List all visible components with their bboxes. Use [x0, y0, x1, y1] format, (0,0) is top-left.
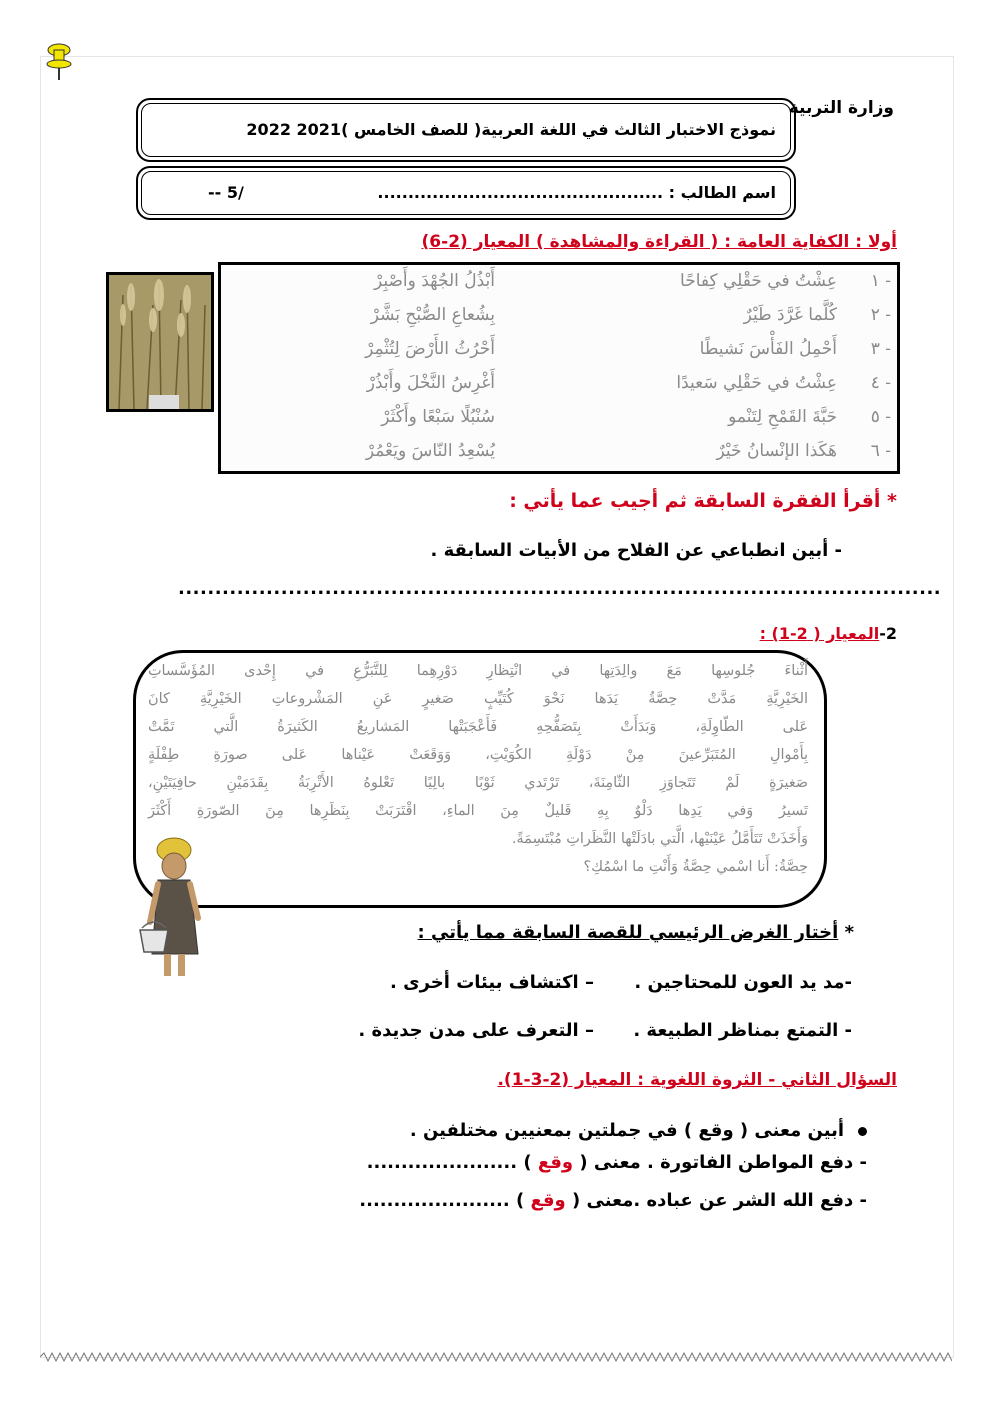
sentence-1: - دفع المواطن الفاتورة . معنى ( — [573, 1152, 867, 1173]
section1-title: أولا : الكفاية العامة : ( القراءة والمشاهدة ) المعيار (2-6) — [421, 232, 897, 252]
wheat-image — [106, 272, 214, 412]
verse-second-half: أَبْذُلُ الجُهْدَ وأَصْبِرْ — [373, 271, 495, 291]
meaning-line-2 — [359, 1190, 867, 1211]
verse-number: ٦ - — [870, 441, 891, 461]
story-line: حِصَّةُ: أَنا اسْمي حِصَّةُ وَأَنْتِ ما اسْمُكِ؟ — [583, 859, 808, 875]
girl-with-bucket-illustration — [128, 836, 210, 982]
verse-first-half: هَكَذا الإنْسانُ خَيْرٌ — [716, 441, 837, 461]
instruction-text: أختار الغرض الرئيسي للقصة السابقة مما يأتي : — [417, 922, 839, 943]
verse-first-half: عِشْتُ في حَقْلِي كِفاحًا — [680, 271, 837, 291]
verse-number: ٢ - — [870, 305, 891, 325]
option-2[interactable]: – اكتشاف بيئات أخرى . — [389, 972, 594, 993]
story-box — [133, 650, 827, 908]
section2-title: المعيار ( 2-1) : — [759, 624, 880, 643]
pushpin-icon — [44, 40, 74, 82]
answer-line[interactable]: ........................................................................................................ — [178, 578, 942, 599]
poem-line — [221, 335, 897, 369]
verse-number: ١ - — [870, 271, 891, 291]
section2-instruction — [418, 922, 854, 943]
exam-title: نموذج الاختبار الثالث في اللغة العربية( للصف الخامس )2021 2022 — [246, 120, 776, 139]
sentence-2: - دفع الله الشر عن عباده .معنى ( — [565, 1190, 867, 1211]
bullet-text: أبين معنى ( وقع ) في جملتين بمعنيين مختلفين . — [409, 1120, 844, 1141]
verse-second-half: بِشُعاعِ الصُّبْحِ بَشَّرْ — [370, 305, 495, 325]
meaning-line-1 — [367, 1152, 867, 1173]
story-line: الخَيْرِيَّةِ مَدَّتْ حِصَّةُ يَدَها نَحْوَ كُتَيِّبٍ صَغيرٍ عَنِ المَشْروعاتِ الخَيْرِيَّةِ كانَ — [148, 691, 808, 707]
verse-first-half: عِشْتُ في حَقْلِي سَعيدًا — [676, 373, 837, 393]
option-4[interactable]: – التعرف على مدن جديدة . — [358, 1020, 594, 1041]
verse-first-half: أَحْمِلُ الفَأْسَ نَشيطًا — [699, 339, 837, 359]
poem-line — [221, 403, 897, 437]
verse-number: ٣ - — [870, 339, 891, 359]
section3-title: السؤال الثاني - الثروة اللغوية : المعيار (2-3-1). — [497, 1070, 897, 1090]
verse-second-half: أَغْرِسُ النَّخْلَ وأَبْذُرْ — [366, 373, 495, 393]
answer-blank-1[interactable]: ) ...................... — [366, 1152, 538, 1173]
instruction-star: * — [844, 922, 854, 943]
poem-box — [218, 262, 900, 474]
verse-second-half: أَحْرُثُ الأَرْضَ لِتُثْمِرْ — [365, 339, 495, 359]
wheat-field-illustration — [109, 275, 211, 409]
target-word: وقع — [530, 1190, 566, 1211]
story-line: أَثْناءَ جُلوسِها مَعَ والِدَتِها في انْتِظارِ دَوْرِهِما لِلتَّبَرُّعِ في إِحْدى المُؤَسَّساتِ — [148, 663, 808, 679]
story-line: وَأَخَذَتْ تَتَأَمَّلُ عَيْنَيْها، الَّتي بادَلَتْها النَّظَراتِ مُبْتَسِمَةً. — [511, 831, 808, 847]
poem-line — [221, 369, 897, 403]
answer-blank-2[interactable]: ) ...................... — [359, 1190, 531, 1211]
section3-bullet-item — [410, 1120, 867, 1141]
verse-first-half: حَبَّةَ القَمْحِ لِتَنْمو — [728, 407, 837, 427]
story-text — [148, 661, 808, 893]
exam-title-box — [136, 98, 796, 162]
bullet-dot-icon — [858, 1127, 867, 1136]
poem-line — [221, 267, 897, 301]
class-field[interactable]: -- 5/ — [208, 183, 244, 202]
poem-line — [221, 437, 897, 471]
story-line: عَلى الطّاوِلَةِ، وَبَدَأَتْ بِتَصَفُّحِهِ فَأَعْجَبَتْها المَشاريعُ الكَثيرَةُ الَّتي تَمَّتْ — [148, 719, 808, 735]
story-line: تَسيرُ وَفي يَدِها دَلْوٌ بِهِ قَليلٌ مِنَ الماءِ، اقْتَرَبَتْ بِنَظَرِها مِنَ الصّورَةِ أَكْثَرَ — [148, 803, 808, 819]
verse-second-half: يُسْعِدُ النّاسَ ويَعْمُرْ — [365, 441, 495, 461]
story-line: بِأَمْوالِ المُتَبَرِّعينَ مِنْ دَوْلَةِ الكُوَيْتِ، وَوَقَعَتْ عَيْناها عَلى صورَةِ طِفْلَةٍ — [148, 747, 808, 763]
story-line: صَغيرَةٍ لَمْ تَتَجاوَزِ الثّامِنَةَ، تَرْتَدي ثَوْبًا بالِيًا تَعْلوهُ الأَتْرِبَةُ بِقَدَمَيْنِ حافِيَتَيْنِ، — [148, 775, 808, 791]
option-1[interactable]: -مد يد العون للمحتاجين . — [634, 972, 852, 993]
student-name-field[interactable]: اسم الطالب : ............................................... — [377, 183, 776, 202]
ministry-name: وزارة التربية — [788, 98, 894, 118]
section1-question: - أبين انطباعي عن الفلاح من الأبيات السابقة . — [430, 540, 842, 561]
verse-number: ٥ - — [870, 407, 891, 427]
decorative-wavy-border — [40, 1352, 952, 1362]
verse-number: ٤ - — [870, 373, 891, 393]
verse-first-half: كُلَّما غَرَّدَ طَيْرٌ — [743, 305, 837, 325]
section1-instruction: * أقرأ الفقرة السابقة ثم أجيب عما يأتي : — [509, 490, 897, 512]
poem-line — [221, 301, 897, 335]
target-word: وقع — [537, 1152, 574, 1173]
section2-number: 2- — [879, 624, 897, 643]
student-info-box — [136, 166, 796, 220]
section2-heading — [760, 624, 897, 643]
verse-second-half: سُنْبُلًا سَبْعًا وأَكْثَرْ — [381, 407, 495, 427]
option-3[interactable]: - التمتع بمناظر الطبيعة . — [633, 1020, 852, 1041]
